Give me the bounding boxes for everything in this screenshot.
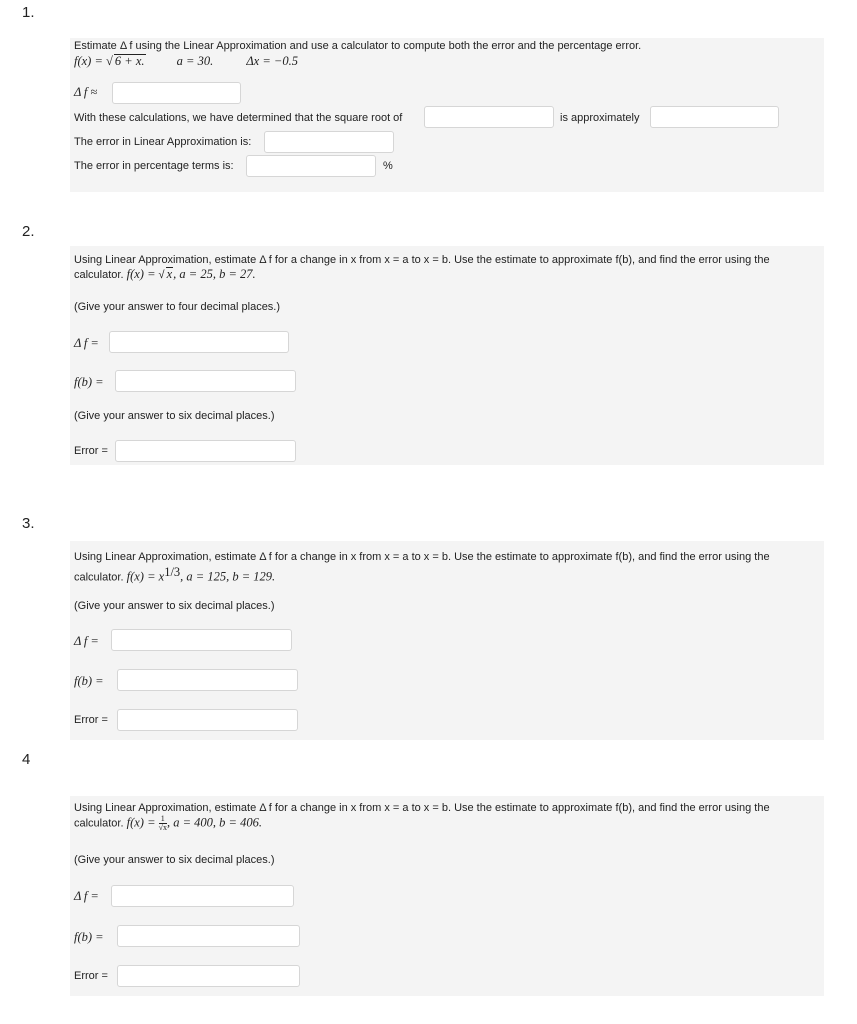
error-input[interactable] bbox=[264, 131, 394, 153]
problem-2-instruction: Using Linear Approximation, estimate Δ f for a change in x from x = a to x = b. Use the estimate to approximate f(b), and find the error using the bbox=[74, 254, 770, 266]
problem-4-card bbox=[70, 796, 824, 996]
problem-2-note-four-decimals: (Give your answer to four decimal places.) bbox=[74, 301, 281, 313]
delta-f-input[interactable] bbox=[109, 331, 289, 353]
percent-error-input[interactable] bbox=[246, 155, 376, 177]
error-input[interactable] bbox=[117, 709, 298, 731]
problem-4-instruction: Using Linear Approximation, estimate Δ f for a change in x from x = a to x = b. Use the estimate to approximate f(b), and find the error using the bbox=[74, 802, 770, 814]
error-label: Error = bbox=[74, 445, 108, 457]
error-label: Error = bbox=[74, 970, 108, 982]
problem-3-formula: calculator. $f(x) = x^{1/3}$, a = 125, b = 129. bbox=[74, 565, 276, 584]
f-of-b-label: f(b) = bbox=[74, 930, 104, 944]
f-of-b-input[interactable] bbox=[117, 669, 298, 691]
problem-3-card bbox=[70, 541, 824, 740]
percent-sign: % bbox=[383, 160, 393, 172]
delta-f-input[interactable] bbox=[111, 629, 292, 651]
problem-1-instruction: Estimate Δ f using the Linear Approximation and use a calculator to compute both the error and the percentage error. bbox=[74, 40, 642, 52]
delta-f-label: Δ f = bbox=[74, 634, 99, 648]
delta-f-label: Δ f = bbox=[74, 889, 99, 903]
f-of-b-label: f(b) = bbox=[74, 674, 104, 688]
problem-1-card bbox=[70, 38, 824, 192]
problem-4-number: 4 bbox=[22, 751, 31, 768]
error-input[interactable] bbox=[117, 965, 300, 987]
error-label: Error = bbox=[74, 714, 108, 726]
sqrt-sentence-start: With these calculations, we have determined that the square root of bbox=[74, 112, 403, 124]
problem-4-note-six-decimals: (Give your answer to six decimal places.) bbox=[74, 854, 275, 866]
f-of-b-input[interactable] bbox=[117, 925, 300, 947]
f-of-b-label: f(b) = bbox=[74, 375, 104, 389]
problem-3-instruction: Using Linear Approximation, estimate Δ f for a change in x from x = a to x = b. Use the estimate to approximate f(b), and find the error using the bbox=[74, 551, 770, 563]
problem-1-formula: f(x) = √ 6 + x. a = 30. Δx = −0.5 bbox=[74, 54, 298, 68]
sqrt-sentence-end: is approximately bbox=[560, 112, 640, 124]
delta-f-input[interactable] bbox=[111, 885, 294, 907]
problem-3-note-six-decimals: (Give your answer to six decimal places.) bbox=[74, 600, 275, 612]
delta-f-label: Δ f = bbox=[74, 336, 99, 350]
problem-3-number: 3. bbox=[22, 515, 35, 532]
problem-2-note-six-decimals: (Give your answer to six decimal places.) bbox=[74, 410, 275, 422]
delta-f-input[interactable] bbox=[112, 82, 241, 104]
approx-value-input[interactable] bbox=[650, 106, 779, 128]
error-label: The error in Linear Approximation is: bbox=[74, 136, 252, 148]
sqrt-of-input[interactable] bbox=[424, 106, 554, 128]
f-of-b-input[interactable] bbox=[115, 370, 296, 392]
error-input[interactable] bbox=[115, 440, 296, 462]
problem-2-formula: calculator. f(x) = √ x, a = 25, b = 27. bbox=[74, 267, 256, 281]
problem-1-number: 1. bbox=[22, 4, 35, 21]
problem-2-card bbox=[70, 246, 824, 465]
problem-2-number: 2. bbox=[22, 223, 35, 240]
percent-error-label: The error in percentage terms is: bbox=[74, 160, 234, 172]
problem-4-formula: calculator. f(x) = $\frac{1}{√x}$ , a = 400, b = 406. bbox=[74, 814, 262, 832]
delta-f-label: Δ f ≈ bbox=[74, 85, 98, 99]
